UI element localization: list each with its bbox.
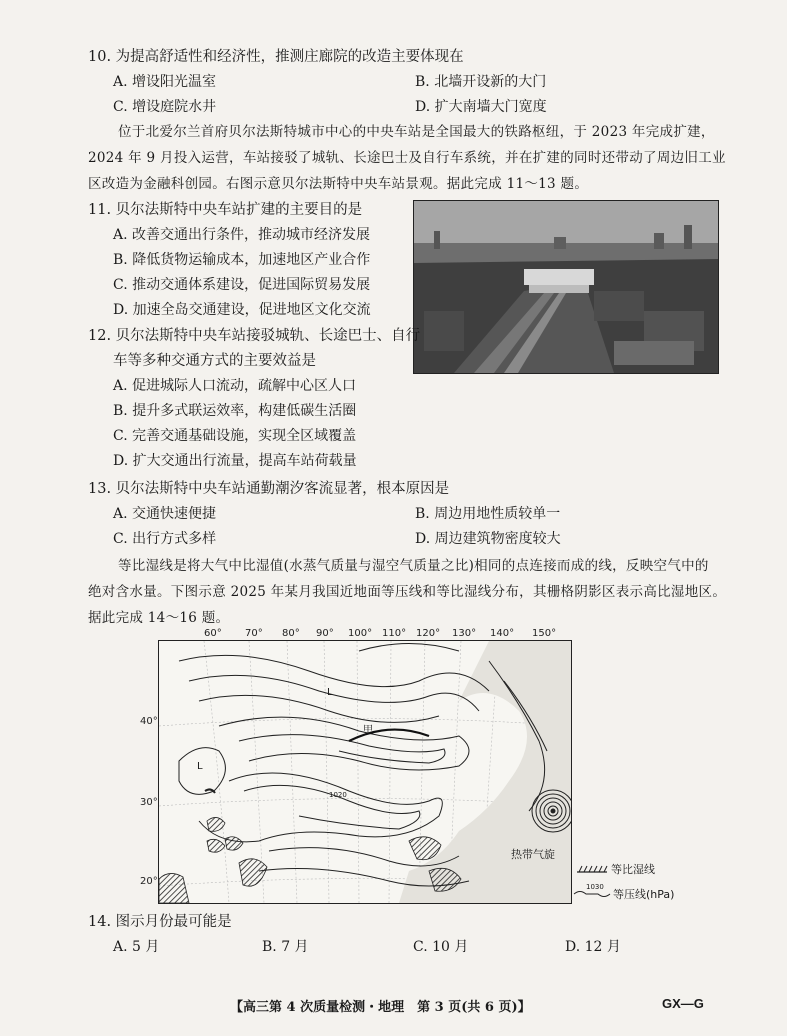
q14-option-b: B. 7 月 <box>262 939 309 955</box>
q11-option-b: B. 降低货物运输成本，加速地区产业合作 <box>113 252 371 268</box>
q14-option-d: D. 12 月 <box>565 939 621 955</box>
q13-option-d: D. 周边建筑物密度较大 <box>415 531 561 547</box>
q13-option-a: A. 交通快速便捷 <box>113 506 217 522</box>
lon-label-90: 90° <box>316 628 334 639</box>
map-label-jia: 甲 <box>363 725 373 736</box>
q12-option-b: B. 提升多式联运效率，构建低碳生活圈 <box>113 403 357 419</box>
lon-label-120: 120° <box>416 628 441 639</box>
lon-label-130: 130° <box>452 628 477 639</box>
page-footer-title: 【高三第 4 次质量检测・地理 第 3 页(共 6 页)】 <box>230 1000 531 1015</box>
passage2-line3: 据此完成 14～16 题。 <box>88 610 230 626</box>
lon-label-80: 80° <box>282 628 300 639</box>
passage1-line1: 位于北爱尔兰首府贝尔法斯特城市中心的中央车站是全国最大的铁路枢纽，于 2023 年完成扩建， <box>118 124 715 140</box>
passage2-line1: 等比湿线是将大气中比湿值(水蒸气质量与湿空气质量之比)相同的点连接而成的线，反映空气中的 <box>118 558 709 574</box>
lon-label-70: 70° <box>245 628 263 639</box>
map-drawing <box>159 641 571 903</box>
q12-stem-line2: 车等多种交通方式的主要效益是 <box>113 353 316 369</box>
q13-stem: 13. 贝尔法斯特中央车站通勤潮汐客流显著，根本原因是 <box>88 481 450 497</box>
lat-label-40: 40° <box>140 716 158 727</box>
q10-option-c: C. 增设庭院水井 <box>113 99 217 115</box>
map-label-low-1: L <box>197 761 203 772</box>
passage2-line2: 绝对含水量。下图示意 2025 年某月我国近地面等压线和等比湿线分布，其栅格阴影区表示高比湿地区。 <box>88 584 727 600</box>
q14-option-a: A. 5 月 <box>113 939 160 955</box>
q11-option-a: A. 改善交通出行条件，推动城市经济发展 <box>113 227 371 243</box>
map-isobar-value: 1020 <box>329 791 347 799</box>
passage1-line2: 2024 年 9 月投入运营，车站接驳了城轨、长途巴士及自行车系统，并在扩建的同时还带动了周边旧工业 <box>88 150 726 166</box>
q13-option-b: B. 周边用地性质较单一 <box>415 506 561 522</box>
q12-option-d: D. 扩大交通出行流量，提高车站荷载量 <box>113 453 357 469</box>
legend-isobar-label: 等压线(hPa) <box>613 888 675 901</box>
q12-option-a: A. 促进城际人口流动，疏解中心区人口 <box>113 378 357 394</box>
belfast-station-photo <box>413 200 719 374</box>
q13-option-c: C. 出行方式多样 <box>113 531 217 547</box>
lon-label-140: 140° <box>490 628 515 639</box>
map-label-low-2: L <box>327 687 333 698</box>
lon-label-100: 100° <box>348 628 373 639</box>
page-footer-code: GX—G <box>662 996 704 1011</box>
q11-option-d: D. 加速全岛交通建设，促进地区文化交流 <box>113 302 371 318</box>
q10-option-a: A. 增设阳光温室 <box>113 74 217 90</box>
lon-label-110: 110° <box>382 628 407 639</box>
q12-option-c: C. 完善交通基础设施，实现全区域覆盖 <box>113 428 357 444</box>
humidity-line-legend-icon <box>575 864 609 874</box>
isobar-humidity-map <box>158 640 572 904</box>
q11-stem: 11. 贝尔法斯特中央车站扩建的主要目的是 <box>88 202 363 218</box>
map-label-typhoon: 热带气旋 <box>511 848 555 861</box>
lat-label-20: 20° <box>140 876 158 887</box>
q14-stem: 14. 图示月份最可能是 <box>88 914 232 930</box>
lon-label-150: 150° <box>532 628 557 639</box>
q12-stem-line1: 12. 贝尔法斯特中央车站接驳城轨、长途巴士、自行 <box>88 328 421 344</box>
q10-option-b: B. 北墙开设新的大门 <box>415 74 547 90</box>
q14-option-c: C. 10 月 <box>413 939 469 955</box>
lat-label-30: 30° <box>140 797 158 808</box>
q10-stem: 10. 为提高舒适性和经济性，推测庄廊院的改造主要体现在 <box>88 49 464 65</box>
lon-label-60: 60° <box>204 628 222 639</box>
q11-option-c: C. 推动交通体系建设，促进国际贸易发展 <box>113 277 371 293</box>
legend-humidity-label: 等比湿线 <box>611 863 655 876</box>
passage1-line3: 区改造为金融科创园。右图示意贝尔法斯特中央车站景观。据此完成 11～13 题。 <box>88 176 589 192</box>
station-aerial-image <box>414 201 718 373</box>
legend-isobar-sample-value: 1030 <box>586 883 604 891</box>
q10-option-d: D. 扩大南墙大门宽度 <box>415 99 547 115</box>
